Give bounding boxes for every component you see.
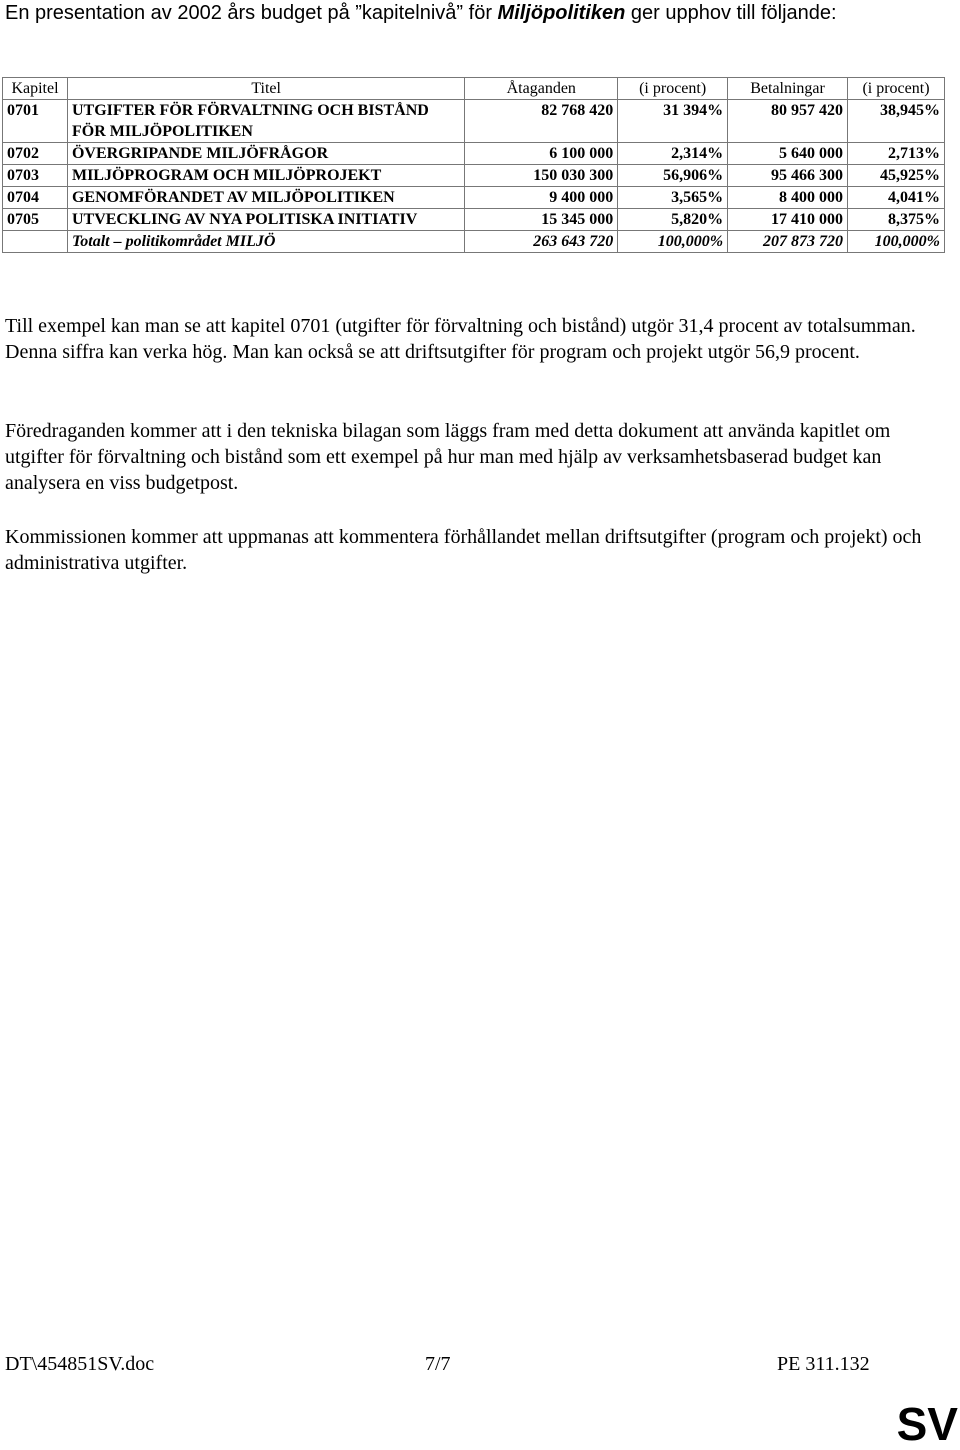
cell-betalningar-pct: 4,041%	[848, 187, 945, 209]
table-row	[3, 209, 945, 231]
cell-betalningar: 5 640 000	[728, 143, 848, 165]
total-ataganden-pct: 100,000%	[618, 231, 728, 253]
cell-ataganden-pct: 56,906%	[618, 165, 728, 187]
intro-after: ger upphov till följande:	[625, 2, 837, 24]
budget-table	[2, 77, 945, 253]
cell-ataganden: 82 768 420	[465, 100, 618, 143]
cell-ataganden: 9 400 000	[465, 187, 618, 209]
cell-ataganden: 15 345 000	[465, 209, 618, 231]
cell-betalningar-pct: 45,925%	[848, 165, 945, 187]
header-betalningar-pct: (i procent)	[848, 78, 945, 100]
total-titel: Totalt – politikområdet MILJÖ	[67, 231, 464, 253]
cell-kapitel: 0702	[3, 143, 68, 165]
total-ataganden: 263 643 720	[465, 231, 618, 253]
table-row	[3, 165, 945, 187]
footer-pe-number: PE 311.132	[777, 1353, 870, 1375]
intro-before: En presentation av 2002 års budget på ”kapitelnivå” för	[5, 2, 498, 24]
paragraph-3: Kommissionen kommer att uppmanas att kommentera förhållandet mellan driftsutgifter (program och projekt) och administrativa utgifter.	[5, 526, 922, 574]
header-kapitel: Kapitel	[3, 78, 68, 100]
language-code: SV	[896, 1398, 958, 1450]
footer-doc-ref: DT\454851SV.doc	[5, 1353, 155, 1375]
total-betalningar: 207 873 720	[728, 231, 848, 253]
cell-betalningar: 8 400 000	[728, 187, 848, 209]
cell-titel: UTVECKLING AV NYA POLITISKA INITIATIV	[67, 209, 464, 231]
intro-text	[5, 0, 945, 26]
cell-ataganden: 6 100 000	[465, 143, 618, 165]
table-row	[3, 100, 945, 143]
cell-kapitel: 0703	[3, 165, 68, 187]
cell-titel: ÖVERGRIPANDE MILJÖFRÅGOR	[67, 143, 464, 165]
cell-ataganden: 150 030 300	[465, 165, 618, 187]
footer-page-number: 7/7	[425, 1353, 451, 1375]
total-kapitel	[3, 231, 68, 253]
cell-kapitel: 0705	[3, 209, 68, 231]
table-total-row	[3, 231, 945, 253]
table-row	[3, 143, 945, 165]
cell-betalningar-pct: 2,713%	[848, 143, 945, 165]
cell-ataganden-pct: 3,565%	[618, 187, 728, 209]
cell-betalningar: 95 466 300	[728, 165, 848, 187]
intro-emphasis: Miljöpolitiken	[497, 2, 626, 24]
cell-kapitel: 0704	[3, 187, 68, 209]
cell-ataganden-pct: 5,820%	[618, 209, 728, 231]
header-ataganden-pct: (i procent)	[618, 78, 728, 100]
table-header-row	[3, 78, 945, 100]
header-ataganden: Åtaganden	[465, 78, 618, 100]
table-row	[3, 187, 945, 209]
cell-betalningar-pct: 8,375%	[848, 209, 945, 231]
header-betalningar: Betalningar	[728, 78, 848, 100]
cell-titel: UTGIFTER FÖR FÖRVALTNING OCH BISTÅND FÖR MILJÖPOLITIKEN	[67, 100, 464, 143]
cell-ataganden-pct: 31 394%	[618, 100, 728, 143]
cell-betalningar-pct: 38,945%	[848, 100, 945, 143]
cell-titel: MILJÖPROGRAM OCH MILJÖPROJEKT	[67, 165, 464, 187]
paragraph-1: Till exempel kan man se att kapitel 0701 (utgifter för förvaltning och bistånd) utgör 31,4 procent av totalsumman. Denna siffra kan verka hög. Man kan också se att driftsutgifter för program och projekt utgör 56,9 procent.	[5, 315, 916, 363]
cell-titel: GENOMFÖRANDET AV MILJÖPOLITIKEN	[67, 187, 464, 209]
cell-betalningar: 80 957 420	[728, 100, 848, 143]
cell-kapitel: 0701	[3, 100, 68, 143]
paragraph-2: Föredraganden kommer att i den tekniska bilagan som läggs fram med detta dokument att använda kapitlet om utgifter för förvaltning och bistånd som ett exempel på hur man med hjälp av verksamhetsbaserad budget kan analysera en viss budgetpost.	[5, 420, 891, 494]
total-betalningar-pct: 100,000%	[848, 231, 945, 253]
cell-ataganden-pct: 2,314%	[618, 143, 728, 165]
header-titel: Titel	[67, 78, 464, 100]
cell-betalningar: 17 410 000	[728, 209, 848, 231]
